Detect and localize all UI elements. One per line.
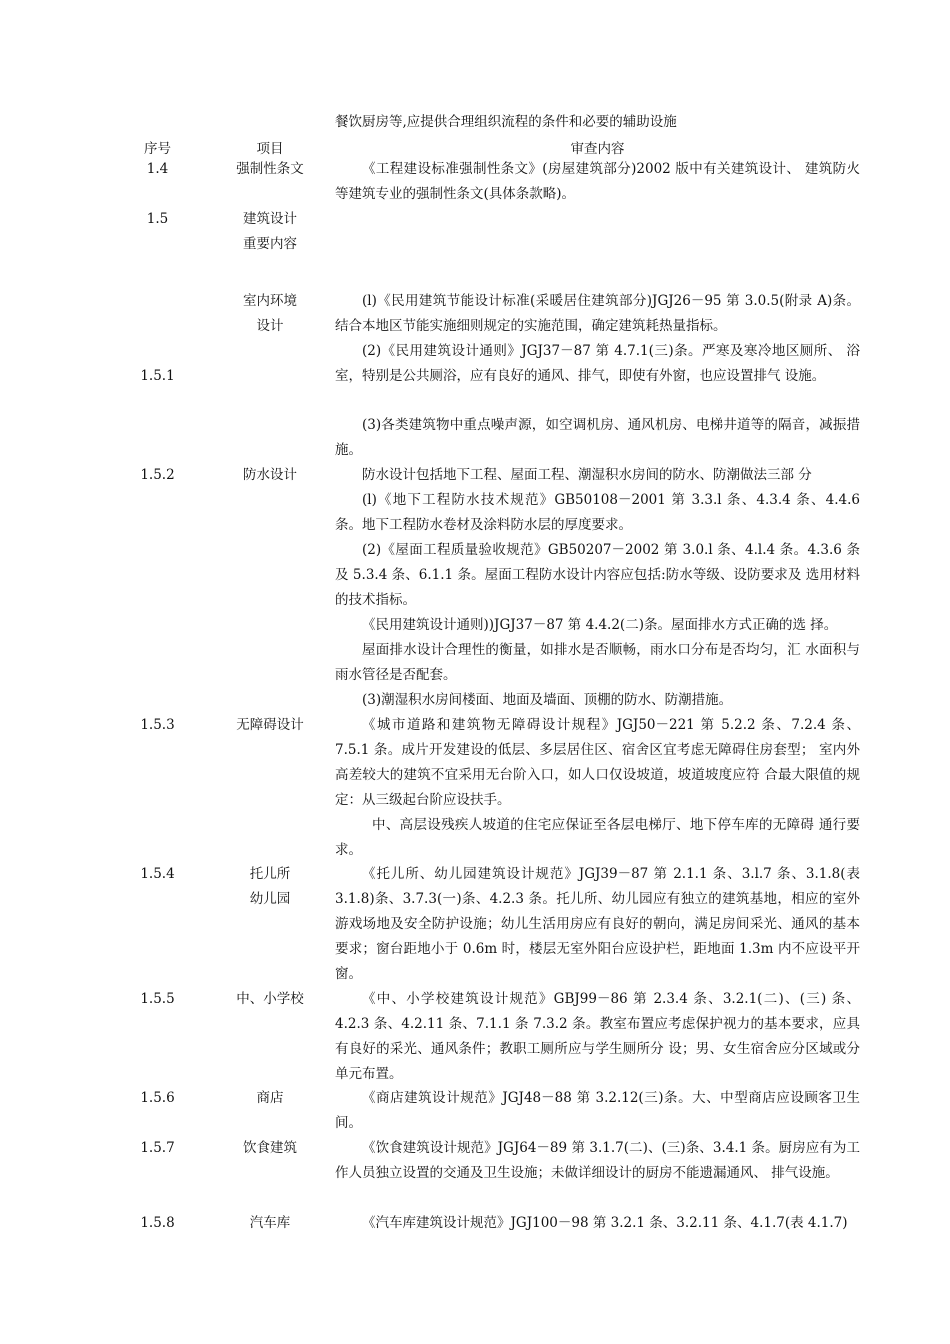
row-item bbox=[215, 713, 325, 738]
row-item-line: 强制性条文 bbox=[236, 161, 304, 177]
content-para: (l)《地下工程防水技术规范》GB50108－2001 第 3.3.l 条、4.3.4 条、4.4.6 条。地下工程防水卷材及涂料防水层的厚度要求。 bbox=[335, 492, 860, 533]
content-para: (3)潮湿积水房间楼面、地面及墙面、顶棚的防水、防潮措施。 bbox=[362, 692, 733, 708]
row-num: 1.5.7 bbox=[140, 1140, 175, 1156]
row-item-line: 建筑设计 bbox=[243, 211, 297, 227]
row-item-line: 室内环境 bbox=[243, 293, 297, 309]
row-item-line: 托儿所 bbox=[249, 866, 291, 882]
row-content bbox=[335, 1211, 860, 1236]
header-num: 序号 bbox=[144, 141, 171, 157]
content-para: 《中、小学校建筑设计规范》GBJ99－86 第 2.3.4 条、3.2.1(二)、(三) 条、4.2.3 条、4.2.11 条、7.1.1 条 7.3.2 条。教室布置应考虑保护视力的基本要求，应具有良好的采光、通风条件；教职工厕所应与学生厕所分 设；男、女生宿舍应分区域或分单元布置。 bbox=[335, 991, 860, 1082]
row-num: 1.5.2 bbox=[140, 467, 175, 483]
content-para: (2)《民用建筑设计通则》JGJ37－87 第 4.7.1(三)条。严寒及寒冷地区厕所、 浴室，特别是公共厕浴，应有良好的通风、排气，即使有外窗，也应设置排气 设施。 bbox=[335, 343, 860, 384]
row-content bbox=[335, 413, 860, 463]
intro-line: 餐饮厨房等,应提供合理组织流程的条件和必要的辅助设施 bbox=[335, 114, 677, 130]
row-num: 1.5.8 bbox=[140, 1215, 175, 1231]
content-para: 《饮食建筑设计规范》JGJ64－89 第 3.1.7(二)、(三)条、3.4.1 条。厨房应有为工作人员独立设置的交通及卫生设施；未做详细设计的厨房不能遗漏通风、 排气设施。 bbox=[335, 1140, 860, 1181]
content-para: 《汽车库建筑设计规范》JGJ100－98 第 3.2.1 条、3.2.11 条、4.1.7(表 4.1.7) bbox=[362, 1215, 848, 1231]
row-num: 1.5.3 bbox=[140, 717, 175, 733]
row-num: 1.5 bbox=[146, 211, 169, 227]
row-content bbox=[335, 862, 860, 987]
content-para: (2)《屋面工程质量验收规范》GB50207－2002 第 3.0.l 条、4.l.4 条。4.3.6 条 及 5.3.4 条、6.1.1 条。屋面工程防水设计内容应包括:防水等级、设防要求及 选用材料的技术指标。 bbox=[335, 542, 860, 608]
row-item bbox=[215, 987, 325, 1012]
content-para: 《城市道路和建筑物无障碍设计规程》JGJ50－221 第 5.2.2 条、7.2.4 条、 7.5.1 条。成片开发建设的低层、多层居住区、宿舍区宜考虑无障碍住房套型； 室内外高差较大的建筑不宜采用无台阶入口，如人口仅设坡道，坡道坡度应符 合最大限值的规定：从三级起台阶应设扶手。 bbox=[335, 717, 860, 808]
row-item-line: 幼儿园 bbox=[249, 891, 291, 907]
content-para: 《工程建设标准强制性条文》(房屋建筑部分)2002 版中有关建筑设计、 建筑防火等建筑专业的强制性条文(具体条款略)。 bbox=[335, 161, 860, 202]
row-num: 1.5.4 bbox=[140, 866, 175, 882]
row-item-line: 汽车库 bbox=[249, 1215, 291, 1231]
row-item bbox=[215, 289, 325, 339]
row-content bbox=[335, 713, 860, 863]
row-num: 1.5.5 bbox=[140, 991, 175, 1007]
row-content bbox=[335, 463, 860, 713]
row-item-line: 商店 bbox=[256, 1090, 284, 1106]
row-item bbox=[215, 157, 325, 182]
content-para: 《托儿所、幼儿园建筑设计规范》JGJ39－87 第 2.1.1 条、3.l.7 条、3.1.8(表 3.1.8)条、3.7.3(一)条、4.2.3 条。托儿所、幼儿园应有独立的建筑基地，相应的室外游戏场地及安全防护设施；幼儿生活用房应有良好的朝向，满足房间采光、通风的基本要求；窗台距地小于 0.6m 时，楼层无室外阳台应设护栏，距地面 1.3m 内不应设平开窗。 bbox=[335, 866, 860, 982]
content-para: (3)各类建筑物中重点噪声源，如空调机房、通风机房、电梯井道等的隔音，减振措施。 bbox=[335, 417, 860, 458]
row-item-line: 饮食建筑 bbox=[243, 1140, 297, 1156]
row-item bbox=[215, 862, 325, 912]
header-content: 审查内容 bbox=[570, 141, 625, 157]
row-item-line: 防水设计 bbox=[243, 467, 297, 483]
row-content bbox=[335, 289, 860, 389]
row-item-line: 重要内容 bbox=[243, 236, 297, 252]
row-item-line: 设计 bbox=[256, 318, 284, 334]
content-para: 《商店建筑设计规范》JGJ48－88 第 3.2.12(三)条。大、中型商店应设顾客卫生间。 bbox=[335, 1090, 860, 1131]
content-para: 中、高层设残疾人坡道的住宅应保证至各层电梯厅、地下停车库的无障碍 通行要求。 bbox=[335, 817, 860, 858]
row-item bbox=[215, 1136, 325, 1161]
row-item bbox=[215, 1086, 325, 1111]
row-content bbox=[335, 1136, 860, 1186]
header-item: 项目 bbox=[256, 141, 284, 157]
content-para: 防水设计包括地下工程、屋面工程、潮湿积水房间的防水、防潮做法三部 分 bbox=[362, 467, 812, 483]
row-num: 1.4 bbox=[146, 161, 169, 177]
row-content bbox=[335, 987, 860, 1087]
row-item bbox=[215, 463, 325, 488]
content-para: (l)《民用建筑节能设计标准(采暖居住建筑部分)JGJ26－95 第 3.0.5(附录 A)条。结合本地区节能实施细则规定的实施范围，确定建筑耗热量指标。 bbox=[335, 293, 860, 334]
row-item-line: 无障碍设计 bbox=[236, 717, 304, 733]
row-content bbox=[335, 1086, 860, 1136]
row-content bbox=[335, 157, 860, 207]
row-item-line: 中、小学校 bbox=[236, 991, 304, 1007]
content-para: 屋面排水设计合理性的衡量，如排水是否顺畅，雨水口分布是否均匀，汇 水面积与雨水管径是否配套。 bbox=[335, 642, 860, 683]
row-num: 1.5.1 bbox=[140, 368, 175, 384]
row-item bbox=[215, 207, 325, 257]
row-item bbox=[215, 1211, 325, 1236]
content-para: 《民用建筑设计通则))JGJ37－87 第 4.4.2(二)条。屋面排水方式正确的选 择。 bbox=[362, 617, 838, 633]
row-num: 1.5.6 bbox=[140, 1090, 175, 1106]
